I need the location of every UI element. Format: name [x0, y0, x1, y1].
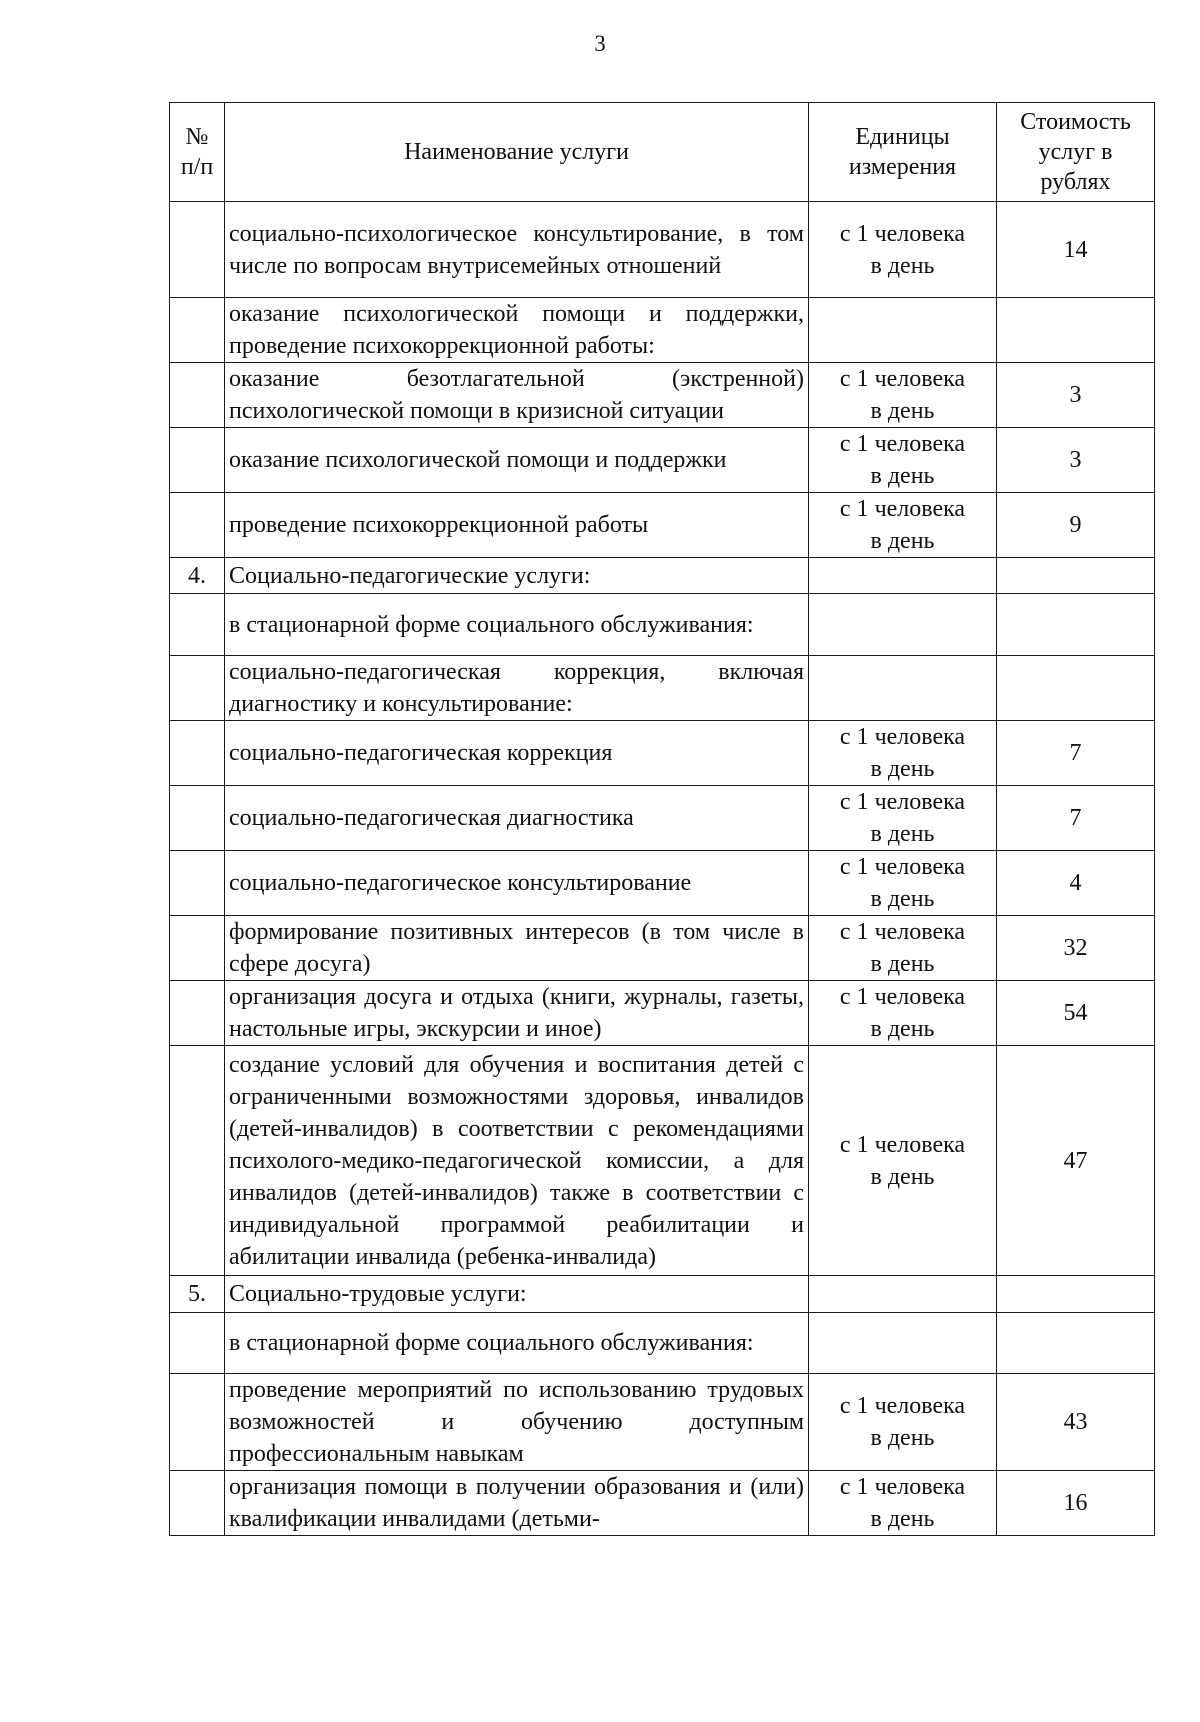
- service-name: организация помощи в получении образования и (или) квалификации инвалидами (детьми-: [225, 1471, 809, 1536]
- service-name: Социально-трудовые услуги:: [225, 1276, 809, 1313]
- service-cost: 16: [997, 1471, 1155, 1536]
- unit-line-1: с 1 человека: [839, 984, 966, 1010]
- unit-of-measure: [809, 851, 997, 916]
- unit-line-2: в день: [870, 821, 935, 847]
- service-cost: 32: [997, 916, 1155, 981]
- service-name: в стационарной форме социального обслуживания:: [225, 1313, 809, 1374]
- service-cost: [997, 298, 1155, 363]
- unit-of-measure: [809, 298, 997, 363]
- service-name: социально-педагогическое консультирование: [225, 851, 809, 916]
- service-name: Социально-педагогические услуги:: [225, 558, 809, 594]
- header-cost-line1: Стоимость: [1020, 109, 1131, 135]
- row-number: [170, 916, 225, 981]
- unit-of-measure: [809, 1471, 997, 1536]
- header-number: [170, 103, 225, 202]
- row-number: [170, 1046, 225, 1276]
- service-name: оказание безотлагательной (экстренной) психологической помощи в кризисной ситуации: [225, 363, 809, 428]
- service-name: формирование позитивных интересов (в том числе в сфере досуга): [225, 916, 809, 981]
- unit-of-measure: [809, 1374, 997, 1471]
- unit-of-measure: [809, 786, 997, 851]
- row-number: [170, 363, 225, 428]
- service-cost: 3: [997, 363, 1155, 428]
- table-row: [170, 786, 1155, 851]
- unit-line-2: в день: [870, 951, 935, 977]
- unit-line-1: с 1 человека: [839, 366, 966, 392]
- service-name: социально-педагогическая диагностика: [225, 786, 809, 851]
- service-cost: 14: [997, 202, 1155, 298]
- service-name: оказание психологической помощи и поддержки: [225, 428, 809, 493]
- service-name: организация досуга и отдыха (книги, журналы, газеты, настольные игры, экскурсии и иное): [225, 981, 809, 1046]
- service-name: социально-психологическое консультирование, в том числе по вопросам внутрисемейных отношений: [225, 202, 809, 298]
- unit-line-1: с 1 человека: [839, 496, 966, 522]
- unit-of-measure: [809, 363, 997, 428]
- unit-line-1: с 1 человека: [839, 1474, 966, 1500]
- service-name: проведение психокоррекционной работы: [225, 493, 809, 558]
- row-number: [170, 851, 225, 916]
- service-cost: [997, 656, 1155, 721]
- unit-line-2: в день: [870, 886, 935, 912]
- unit-of-measure: [809, 202, 997, 298]
- table-row: [170, 916, 1155, 981]
- unit-line-2: в день: [870, 463, 935, 489]
- service-cost: 3: [997, 428, 1155, 493]
- service-cost: [997, 1276, 1155, 1313]
- table-row: [170, 298, 1155, 363]
- service-name: в стационарной форме социального обслуживания:: [225, 594, 809, 656]
- row-number: [170, 428, 225, 493]
- table-row: [170, 656, 1155, 721]
- unit-line-1: с 1 человека: [839, 854, 966, 880]
- unit-line-1: с 1 человека: [839, 919, 966, 945]
- table-row: [170, 594, 1155, 656]
- row-number: [170, 493, 225, 558]
- table-body: [170, 202, 1155, 1536]
- unit-line-1: с 1 человека: [839, 789, 966, 815]
- unit-line-2: в день: [870, 1163, 935, 1190]
- unit-line-1: с 1 человека: [839, 1393, 966, 1419]
- table-row: [170, 1313, 1155, 1374]
- row-number: [170, 1313, 225, 1374]
- table-row: [170, 493, 1155, 558]
- unit-of-measure: [809, 656, 997, 721]
- unit-line-2: в день: [870, 252, 935, 279]
- unit-of-measure: [809, 594, 997, 656]
- unit-of-measure: [809, 1313, 997, 1374]
- header-cost-line3: рублях: [1040, 169, 1111, 195]
- unit-line-2: в день: [870, 1425, 935, 1451]
- row-number: [170, 1471, 225, 1536]
- unit-of-measure: [809, 981, 997, 1046]
- table-row: [170, 981, 1155, 1046]
- header-service-name: Наименование услуги: [225, 103, 809, 202]
- table-row: [170, 1471, 1155, 1536]
- service-cost: 43: [997, 1374, 1155, 1471]
- table-row: [170, 428, 1155, 493]
- header-unit: [809, 103, 997, 202]
- table-row: [170, 558, 1155, 594]
- unit-line-2: в день: [870, 1016, 935, 1042]
- row-number: [170, 981, 225, 1046]
- table-row: [170, 202, 1155, 298]
- header-cost: [997, 103, 1155, 202]
- row-number: [170, 202, 225, 298]
- unit-of-measure: [809, 1046, 997, 1276]
- unit-line-2: в день: [870, 398, 935, 424]
- service-cost: [997, 1313, 1155, 1374]
- unit-of-measure: [809, 558, 997, 594]
- table-row: [170, 1276, 1155, 1313]
- service-name: социально-педагогическая коррекция: [225, 721, 809, 786]
- table-row: [170, 721, 1155, 786]
- row-number: [170, 298, 225, 363]
- table-row: [170, 851, 1155, 916]
- row-number: [170, 1374, 225, 1471]
- unit-line-2: в день: [870, 756, 935, 782]
- row-number: [170, 594, 225, 656]
- unit-line-2: в день: [870, 528, 935, 554]
- services-price-table: [169, 102, 1155, 1536]
- table-row: [170, 1046, 1155, 1276]
- service-name: социально-педагогическая коррекция, включая диагностику и консультирование:: [225, 656, 809, 721]
- service-name: создание условий для обучения и воспитания детей с ограниченными возможностями здоровья, инвалидов (детей-инвалидов) в соответствии с рекомендациями психолого-медико-педагогической комиссии, а для инвалидов (детей-инвалидов) также в соответствии с индивидуальной программой реабилитации и абилитации инвалида (ребенка-инвалида): [225, 1046, 809, 1276]
- unit-of-measure: [809, 1276, 997, 1313]
- service-cost: [997, 558, 1155, 594]
- service-cost: [997, 594, 1155, 656]
- row-number: [170, 656, 225, 721]
- header-cost-line2: услуг в: [1038, 139, 1113, 165]
- header-unit-line1: Единицы: [855, 124, 950, 150]
- unit-line-1: с 1 человека: [839, 220, 966, 247]
- page-number: 3: [594, 31, 606, 56]
- table-row: [170, 1374, 1155, 1471]
- table-row: [170, 363, 1155, 428]
- unit-line-1: с 1 человека: [839, 724, 966, 750]
- unit-line-2: в день: [870, 1506, 935, 1532]
- table-header-row: [170, 103, 1155, 202]
- row-number: [170, 786, 225, 851]
- row-number: 4.: [170, 558, 225, 594]
- service-cost: 7: [997, 786, 1155, 851]
- service-name: проведение мероприятий по использованию трудовых возможностей и обучению доступным профессиональным навыкам: [225, 1374, 809, 1471]
- row-number: 5.: [170, 1276, 225, 1313]
- unit-of-measure: [809, 916, 997, 981]
- unit-of-measure: [809, 721, 997, 786]
- header-unit-line2: измерения: [848, 154, 957, 180]
- service-cost: 47: [997, 1046, 1155, 1276]
- unit-line-1: с 1 человека: [839, 1131, 966, 1158]
- unit-of-measure: [809, 493, 997, 558]
- unit-line-1: с 1 человека: [839, 431, 966, 457]
- header-number-line2: п/п: [180, 154, 214, 180]
- service-name: оказание психологической помощи и поддержки, проведение психокоррекционной работы:: [225, 298, 809, 363]
- service-cost: 9: [997, 493, 1155, 558]
- row-number: [170, 721, 225, 786]
- header-number-line1: №: [185, 124, 209, 150]
- unit-of-measure: [809, 428, 997, 493]
- service-cost: 54: [997, 981, 1155, 1046]
- service-cost: 7: [997, 721, 1155, 786]
- service-cost: 4: [997, 851, 1155, 916]
